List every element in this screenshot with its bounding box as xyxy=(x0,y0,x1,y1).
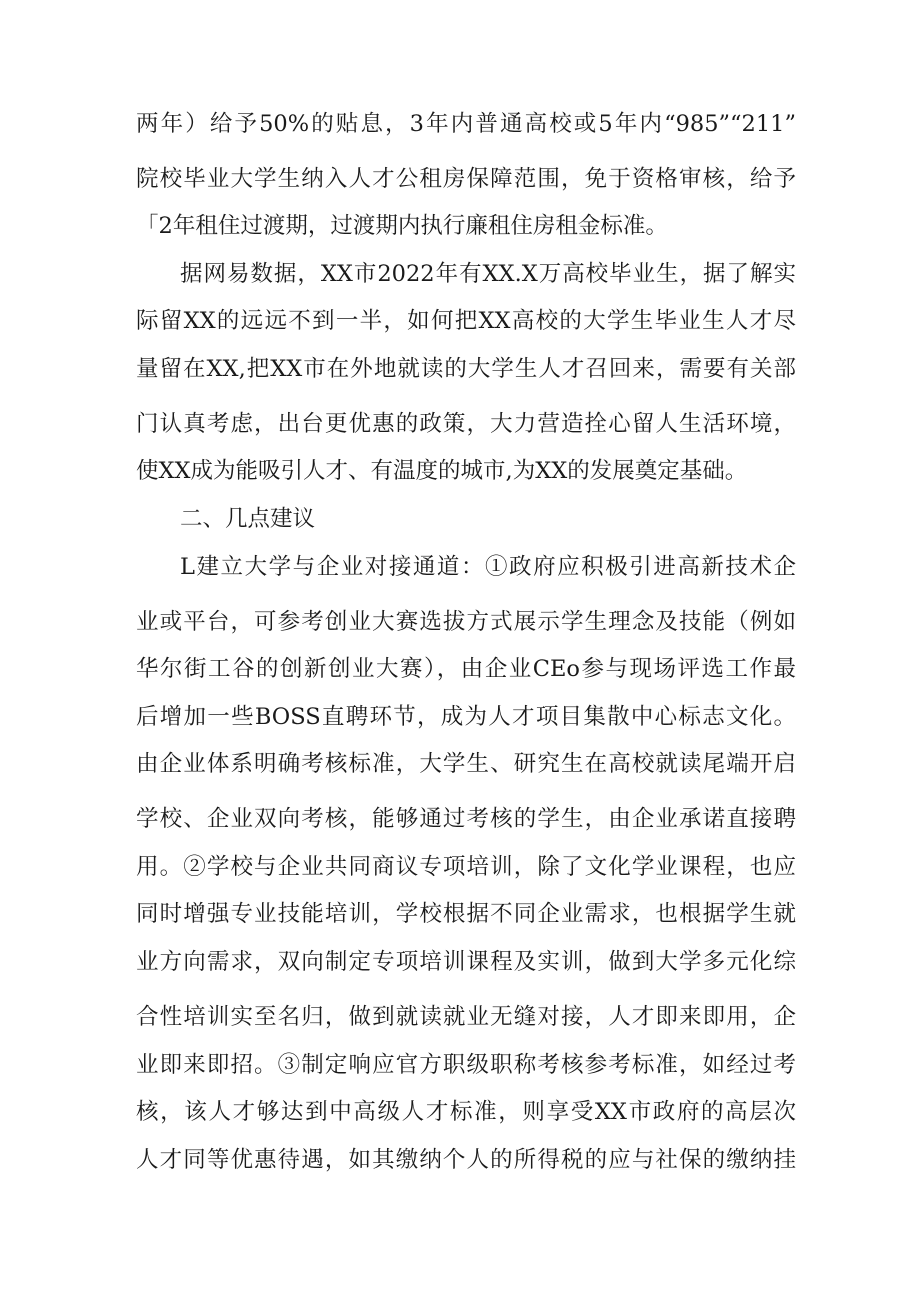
paragraph-line: 人才同等优惠待遇，如其缴纳个人的所得税的应与社保的缴纳挂 xyxy=(136,1147,796,1173)
paragraph-line: 业方向需求，双向制定专项培训课程及实训，做到大学多元化综 xyxy=(136,949,796,975)
paragraph-line: 业或平台，可参考创业大赛选拔方式展示学生理念及技能（例如 xyxy=(136,609,796,635)
paragraph-line: 门认真考虑，出台更优惠的政策，大力营造拴心留人生活环境， xyxy=(136,411,796,437)
paragraph-line: 际留XX的远远不到一半，如何把XX高校的大学生毕业生人才尽 xyxy=(136,308,796,334)
paragraph-line: 量留在XX,把XX市在外地就读的大学生人才召回来，需要有关部 xyxy=(136,356,796,382)
paragraph-line: 核，该人才够达到中高级人才标准，则享受XX市政府的高层次 xyxy=(136,1099,796,1125)
section-heading: 二、几点建议 xyxy=(180,506,316,532)
paragraph-line: 业即来即招。③制定响应官方职级职称考核参考标准，如经过考 xyxy=(136,1052,796,1078)
paragraph-line: 用。②学校与企业共同商议专项培训，除了文化学业课程，也应 xyxy=(136,854,796,880)
paragraph-line: 使XX成为能吸引人才、有温度的城市,为XX的发展奠定基础。 xyxy=(136,458,748,484)
paragraph-line: 华尔街工谷的创新创业大赛），由企业CEo参与现场评选工作最 xyxy=(136,656,796,682)
paragraph-line: 后增加一些BOSS直聘环节，成为人才项目集散中心标志文化。 xyxy=(136,704,796,730)
paragraph-line: 同时增强专业技能培训，学校根据不同企业需求，也根据学生就 xyxy=(136,901,796,927)
paragraph-line: L建立大学与企业对接通道：①政府应积极引进高新技术企 xyxy=(180,554,796,580)
paragraph-line: 合性培训实至名归，做到就读就业无缝对接，人才即来即用，企 xyxy=(136,1004,796,1030)
paragraph-line: 「2年租住过渡期，过渡期内执行廉租住房租金标准。 xyxy=(136,213,668,239)
paragraph-line: 两年）给予50%的贴息，3年内普通高校或5年内“985”“211” xyxy=(136,111,796,137)
paragraph-line: 据网易数据，XX市2022年有XX.X万高校毕业生，据了解实 xyxy=(180,261,796,287)
paragraph-line: 院校毕业大学生纳入人才公租房保障范围，免于资格审核，给予 xyxy=(136,166,796,192)
paragraph-line: 由企业体系明确考核标准，大学生、研究生在高校就读尾端开启 xyxy=(136,751,796,777)
paragraph-line: 学校、企业双向考核，能够通过考核的学生，由企业承诺直接聘 xyxy=(136,806,796,832)
